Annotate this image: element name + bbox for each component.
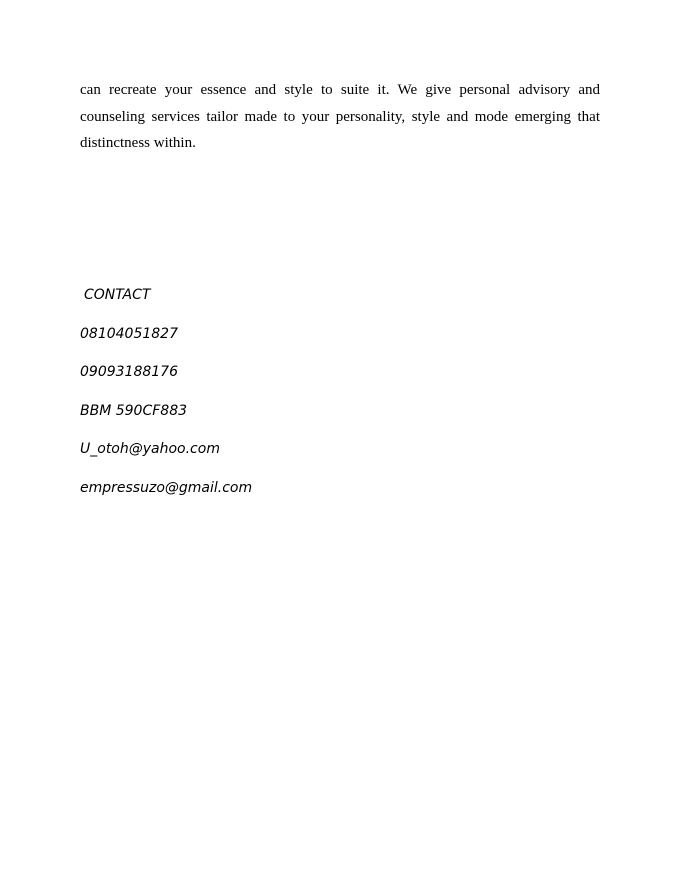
bbm-pin: BBM 590CF883 bbox=[80, 402, 188, 419]
body-paragraph: can recreate your essence and style to suite it. We give personal advisory and counseling services tailor made to your personality, style and mode emerging that distinctness within. bbox=[80, 82, 600, 151]
phone-number-1: 08104051827 bbox=[80, 325, 178, 342]
contact-section bbox=[80, 285, 480, 516]
email-yahoo: U_otoh@yahoo.com bbox=[80, 441, 220, 457]
phone-number-2: 09093188176 bbox=[80, 364, 178, 380]
email-gmail: empressuzo@gmail.com bbox=[80, 479, 253, 496]
contact-heading: CONTACT bbox=[84, 287, 151, 303]
